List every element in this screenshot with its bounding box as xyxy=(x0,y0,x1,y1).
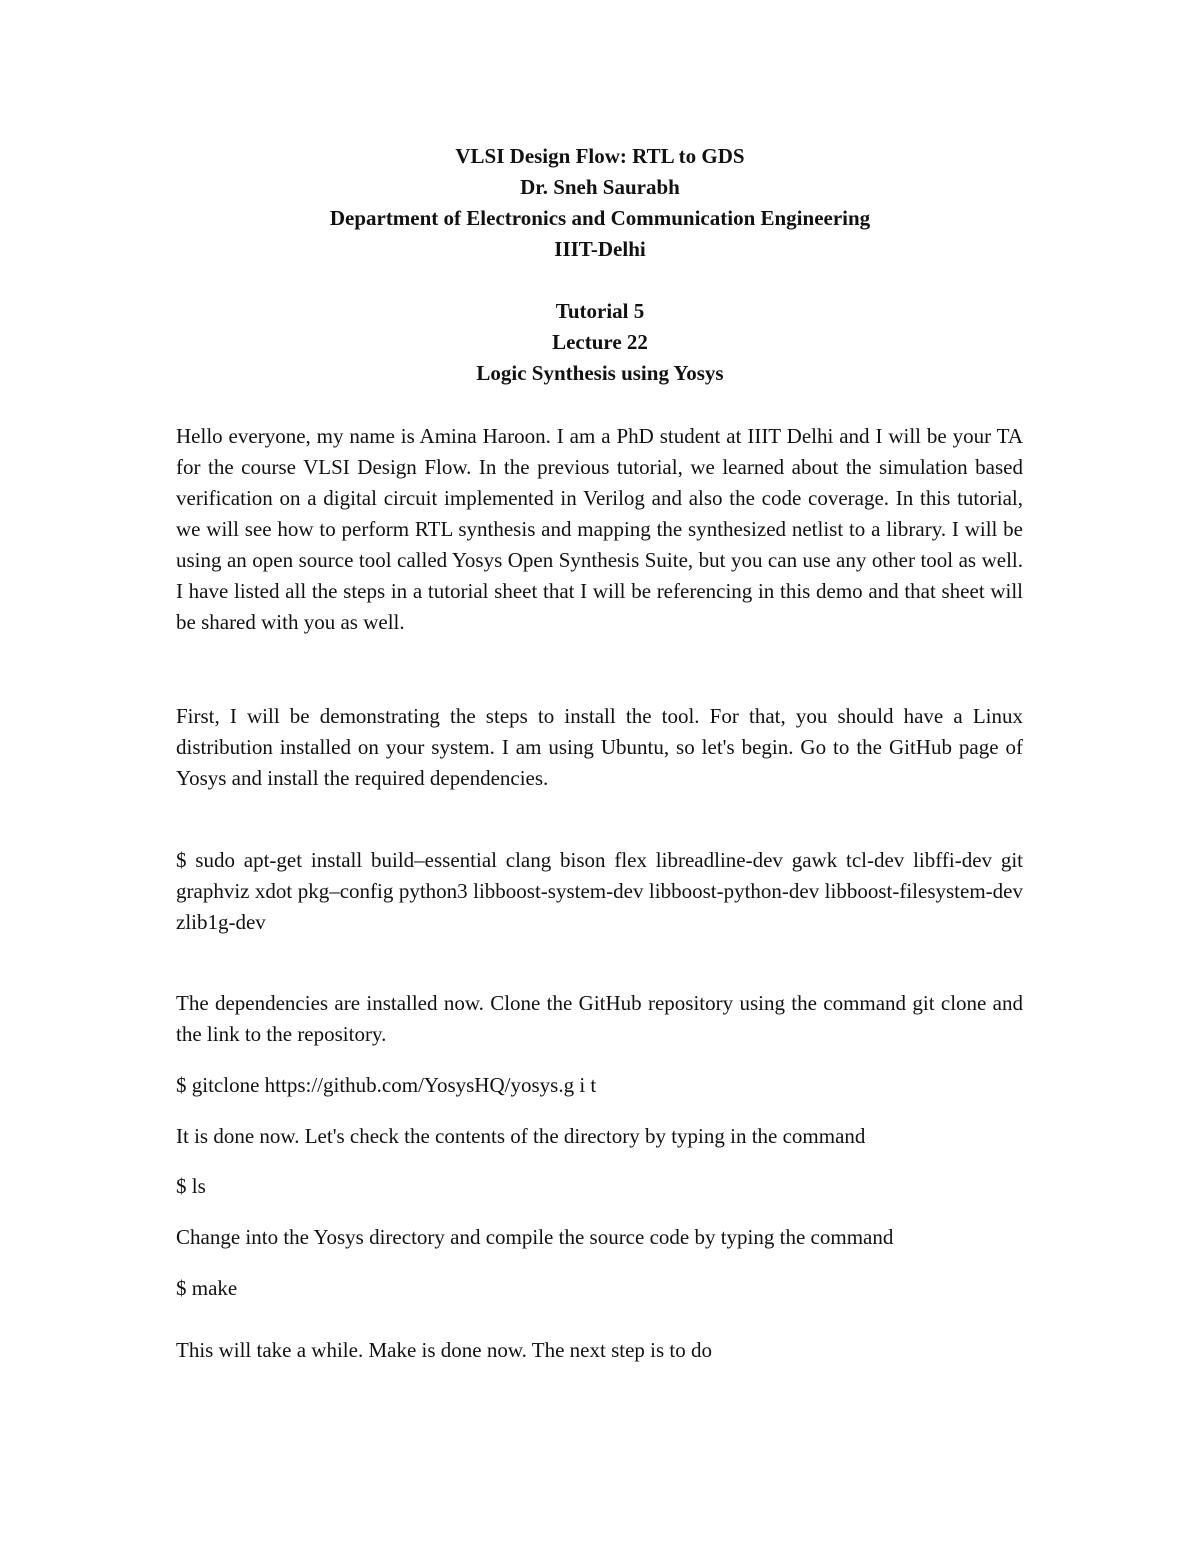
ls-intro-paragraph: It is done now. Let's check the contents of the directory by typing in the command xyxy=(176,1124,866,1148)
install-command: $ sudo apt-get install build–essential clang bison flex libreadline-dev gawk tcl-dev libffi-dev git graphviz xdot pkg–config python3 libboost-system-dev libboost-python-dev libboost-filesystem-dev zlib1g-dev xyxy=(176,848,1023,934)
make-intro-paragraph: Change into the Yosys directory and compile the source code by typing the command xyxy=(176,1225,894,1249)
department-name: Department of Electronics and Communication Engineering xyxy=(329,206,871,230)
course-title: VLSI Design Flow: RTL to GDS xyxy=(455,144,745,168)
session-block xyxy=(0,296,1200,389)
tutorial-number: Tutorial 5 xyxy=(555,299,645,323)
ls-command: $ ls xyxy=(176,1174,206,1198)
install-intro-paragraph: First, I will be demonstrating the steps to install the tool. For that, you should have a Linux distribution installed on your system. I am using Ubuntu, so let's begin. Go to the GitHub page of Yosys and install the required dependencies. xyxy=(176,704,1023,790)
institute-name: IIIT-Delhi xyxy=(554,237,646,261)
closing-paragraph: This will take a while. Make is done now. The next step is to do xyxy=(176,1338,712,1362)
topic-title: Logic Synthesis using Yosys xyxy=(476,361,724,385)
title-block xyxy=(0,141,1200,265)
intro-paragraph: Hello everyone, my name is Amina Haroon. I am a PhD student at IIIT Delhi and I will be your TA for the course VLSI Design Flow. In the previous tutorial, we learned about the simulation based verification on a digital circuit implemented in Verilog and also the code coverage. In this tutorial, we will see how to perform RTL synthesis and mapping the synthesized netlist to a library. I will be using an open source tool called Yosys Open Synthesis Suite, but you can use any other tool as well. I have listed all the steps in a tutorial sheet that I will be referencing in this demo and that sheet will be shared with you as well. xyxy=(176,424,1023,634)
clone-command: $ gitclone https://github.com/YosysHQ/yosys.g i t xyxy=(176,1073,597,1097)
clone-intro-paragraph: The dependencies are installed now. Clone the GitHub repository using the command git clone and the link to the repository. xyxy=(176,991,1023,1046)
instructor-name: Dr. Sneh Saurabh xyxy=(520,175,680,199)
make-command: $ make xyxy=(176,1276,238,1300)
lecture-number: Lecture 22 xyxy=(552,330,648,354)
